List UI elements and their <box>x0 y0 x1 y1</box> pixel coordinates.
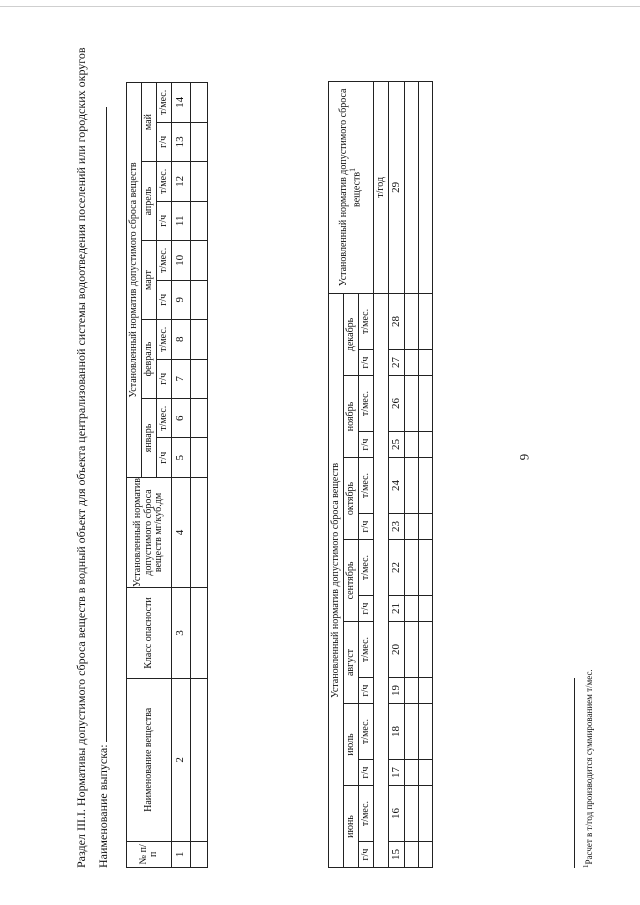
header-annual-norm <box>329 81 374 293</box>
col-number: 5 <box>172 438 191 477</box>
unit-t-per-month: т/мес. <box>359 458 374 514</box>
table-row <box>191 83 208 868</box>
norms-table-jan-may <box>126 82 208 868</box>
header-norm-group: Установленный норматив допустимого сброса веществ <box>329 293 344 867</box>
footnote-text: Расчет в т/год производится суммированием т/мес. <box>584 669 594 865</box>
unit-g-per-h: г/ч <box>359 350 374 376</box>
issue-underline <box>96 107 107 742</box>
unit-t-per-month: т/мес. <box>157 162 172 201</box>
col-number: 28 <box>389 293 405 349</box>
table-row <box>405 81 419 867</box>
col-number: 7 <box>172 359 191 398</box>
empty-cell <box>419 458 433 514</box>
unit-t-per-month: т/мес. <box>359 622 374 678</box>
empty-cell <box>191 477 208 587</box>
norms-table-jun-dec <box>328 81 433 868</box>
col-number: 16 <box>389 786 405 842</box>
empty-cell <box>405 786 419 842</box>
empty-cell <box>405 81 419 293</box>
col-number: 21 <box>389 596 405 622</box>
header-month: август <box>344 622 359 704</box>
top-edge-line <box>0 6 640 7</box>
empty-cell <box>405 514 419 540</box>
rotated-document <box>60 48 620 868</box>
header-substance-name: Наименование вещества <box>127 678 172 841</box>
empty-cell <box>419 760 433 786</box>
empty-cell <box>191 162 208 201</box>
empty-cell <box>405 678 419 704</box>
col-number: 14 <box>172 83 191 123</box>
empty-cell <box>419 514 433 540</box>
col-number: 1 <box>172 841 191 867</box>
empty-cell <box>191 588 208 679</box>
empty-cell <box>419 293 433 349</box>
unit-t-per-month: т/мес. <box>359 704 374 760</box>
header-month: февраль <box>142 320 157 399</box>
header-annual-norm-text: Установленный норматив допустимого сброса веществ <box>337 88 363 287</box>
col-number: 24 <box>389 458 405 514</box>
col-number: 6 <box>172 399 191 438</box>
header-month: май <box>142 83 157 162</box>
unit-g-per-h: г/ч <box>359 514 374 540</box>
empty-cell <box>405 293 419 349</box>
col-number: 9 <box>172 280 191 319</box>
empty-cell <box>191 438 208 477</box>
empty-cell <box>419 678 433 704</box>
col-number: 3 <box>172 588 191 679</box>
empty-cell <box>405 432 419 458</box>
empty-cell <box>191 122 208 161</box>
col-number: 11 <box>172 201 191 240</box>
empty-cell <box>419 622 433 678</box>
header-month: январь <box>142 399 157 478</box>
unit-g-per-h: г/ч <box>157 438 172 477</box>
empty-cell <box>419 596 433 622</box>
col-number: 20 <box>389 622 405 678</box>
page-number: 6 <box>517 453 532 461</box>
footnote <box>582 669 594 868</box>
header-num: № п/п <box>127 841 172 867</box>
empty-cell <box>419 842 433 868</box>
empty-cell <box>191 320 208 359</box>
unit-g-per-h: г/ч <box>359 432 374 458</box>
header-month: июль <box>344 704 359 786</box>
header-norm-concentration: Установленный норматив допустимого сброса веществ мг/куб.дм <box>127 477 172 587</box>
col-number: 4 <box>172 477 191 587</box>
header-month: декабрь <box>344 293 359 375</box>
col-number: 13 <box>172 122 191 161</box>
col-number: 2 <box>172 678 191 841</box>
unit-t-per-month: т/мес. <box>359 540 374 596</box>
unit-t-per-month: т/мес. <box>359 293 374 349</box>
empty-cell <box>191 678 208 841</box>
header-month: сентябрь <box>344 540 359 622</box>
empty-cell <box>191 201 208 240</box>
unit-t-per-month: т/мес. <box>157 241 172 280</box>
footnote-number: 1 <box>582 864 590 868</box>
unit-t-per-month: т/мес. <box>157 399 172 438</box>
unit-t-per-month: т/мес. <box>157 320 172 359</box>
unit-t-per-month: т/мес. <box>359 376 374 432</box>
unit-g-per-h: г/ч <box>157 359 172 398</box>
empty-cell <box>419 376 433 432</box>
col-number: 17 <box>389 760 405 786</box>
section-title: Раздел III.I. Нормативы допустимого сброса веществ в водный объект для объекта централизованной системы водоотведения поселений или городских округов <box>74 47 88 868</box>
footnote-rule <box>574 678 575 868</box>
col-number: 15 <box>389 842 405 868</box>
unit-g-per-h: г/ч <box>359 842 374 868</box>
empty-cell <box>191 83 208 123</box>
spacer-cell <box>374 293 389 867</box>
empty-cell <box>405 350 419 376</box>
col-number: 29 <box>389 81 405 293</box>
empty-cell <box>405 704 419 760</box>
col-number: 12 <box>172 162 191 201</box>
header-month: октябрь <box>344 458 359 540</box>
empty-cell <box>419 786 433 842</box>
unit-g-per-h: г/ч <box>157 280 172 319</box>
col-number: 18 <box>389 704 405 760</box>
col-number: 8 <box>172 320 191 359</box>
empty-cell <box>419 81 433 293</box>
col-number: 22 <box>389 540 405 596</box>
empty-cell <box>405 376 419 432</box>
empty-cell <box>191 399 208 438</box>
empty-cell <box>405 458 419 514</box>
header-month: апрель <box>142 162 157 241</box>
unit-g-per-h: г/ч <box>359 596 374 622</box>
empty-cell <box>405 540 419 596</box>
unit-g-per-h: г/ч <box>359 678 374 704</box>
table-row <box>419 81 433 867</box>
unit-t-per-year: т/год <box>374 81 389 293</box>
issue-line <box>96 107 111 868</box>
issue-label: Наименование выпуска: <box>96 744 110 868</box>
header-month: ноябрь <box>344 376 359 458</box>
empty-cell <box>191 280 208 319</box>
unit-g-per-h: г/ч <box>157 122 172 161</box>
header-hazard-class: Класс опасности <box>127 588 172 679</box>
unit-t-per-month: т/мес. <box>359 786 374 842</box>
empty-cell <box>419 432 433 458</box>
header-month: июнь <box>344 786 359 868</box>
empty-cell <box>405 622 419 678</box>
empty-cell <box>419 704 433 760</box>
col-number: 19 <box>389 678 405 704</box>
empty-cell <box>405 760 419 786</box>
empty-cell <box>419 350 433 376</box>
header-month: март <box>142 241 157 320</box>
col-number: 26 <box>389 376 405 432</box>
col-number: 25 <box>389 432 405 458</box>
col-number: 27 <box>389 350 405 376</box>
empty-cell <box>191 841 208 867</box>
unit-t-per-month: т/мес. <box>157 83 172 123</box>
col-number: 23 <box>389 514 405 540</box>
unit-g-per-h: г/ч <box>359 760 374 786</box>
empty-cell <box>191 241 208 280</box>
col-number: 10 <box>172 241 191 280</box>
empty-cell <box>191 359 208 398</box>
empty-cell <box>405 596 419 622</box>
empty-cell <box>419 540 433 596</box>
footnote-marker: 1 <box>348 167 358 172</box>
unit-g-per-h: г/ч <box>157 201 172 240</box>
empty-cell <box>405 842 419 868</box>
header-norm-group: Установленный норматив допустимого сброса веществ <box>127 83 142 478</box>
